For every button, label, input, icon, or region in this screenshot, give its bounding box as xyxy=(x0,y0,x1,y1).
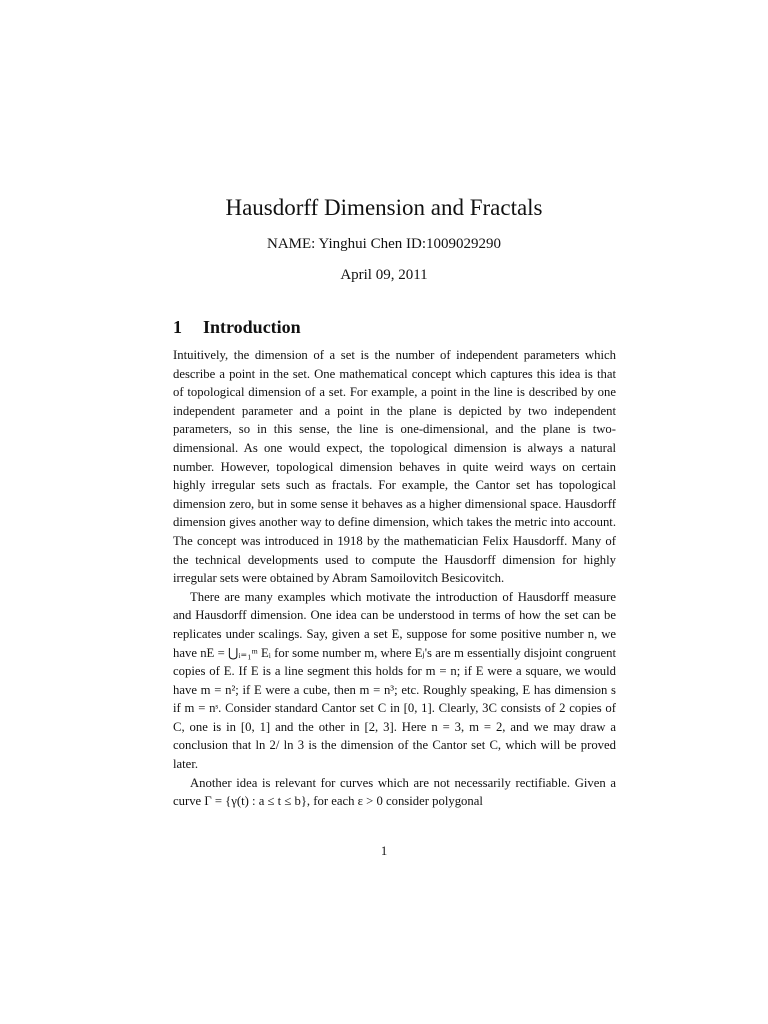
paper-date: April 09, 2011 xyxy=(340,267,428,283)
section-title: Introduction xyxy=(203,317,301,337)
section-number: 1 xyxy=(173,317,182,337)
section-body xyxy=(173,346,616,811)
page-number: 1 xyxy=(380,844,388,858)
paper-title: Hausdorff Dimension and Fractals xyxy=(225,195,543,220)
author-line: NAME: Yinghui Chen ID:1009029290 xyxy=(266,236,502,252)
paragraph-2: There are many examples which motivate the introduction of Hausdorff measure and Hausdorff dimension. One idea can be understood in terms of how the set can be replicates under scalings. Say, given a set E, suppose for some positive number n, we have nE = ⋃ᵢ₌₁ᵐ Eᵢ for some number m, where Eⱼ's are m essentially disjoint congruent copies of E. If E is a line segment this holds for m = n; if E were a square, we would have m = n²; if E were a cube, then m = n³; etc. Roughly speaking, E has dimension s if m = nˢ. Consider standard Cantor set C in [0, 1]. Clearly, 3C consists of 2 copies of C, one is in [0, 1] and the other in [2, 3]. Here n = 3, m = 2, and we may draw a conclusion that ln 2/ ln 3 is the dimension of the Cantor set C, which will be proved later. xyxy=(173,589,616,772)
paragraph-3: Another idea is relevant for curves which are not necessarily rectifiable. Given a curve Γ = {γ(t) : a ≤ t ≤ b}, for each ε > 0 consider polygonal xyxy=(173,775,616,809)
paragraph-1: Intuitively, the dimension of a set is the number of independent parameters which describe a point in the set. One mathematical concept which captures this idea is that of topological dimension of a set. For example, a point in the line is described by one independent parameter and a point in the plane is depicted by two independent parameters, so in this sense, the line is one-dimensional, and the plane is two-dimensional. As one would expect, the topological dimension is always a natural number. However, topological dimension behaves in quite weird ways on certain highly irregular sets such as fractals. For example, the Cantor set has topological dimension zero, but in some sense it behaves as a higher dimensional space. Hausdorff dimension gives another way to define dimension, which takes the metric into account. The concept was introduced in 1918 by the mathematician Felix Hausdorff. Many of the technical developments used to compute the Hausdorff dimension for highly irregular sets were obtained by Abram Samoilovitch Besicovitch. xyxy=(173,348,616,586)
section-heading xyxy=(173,315,623,339)
